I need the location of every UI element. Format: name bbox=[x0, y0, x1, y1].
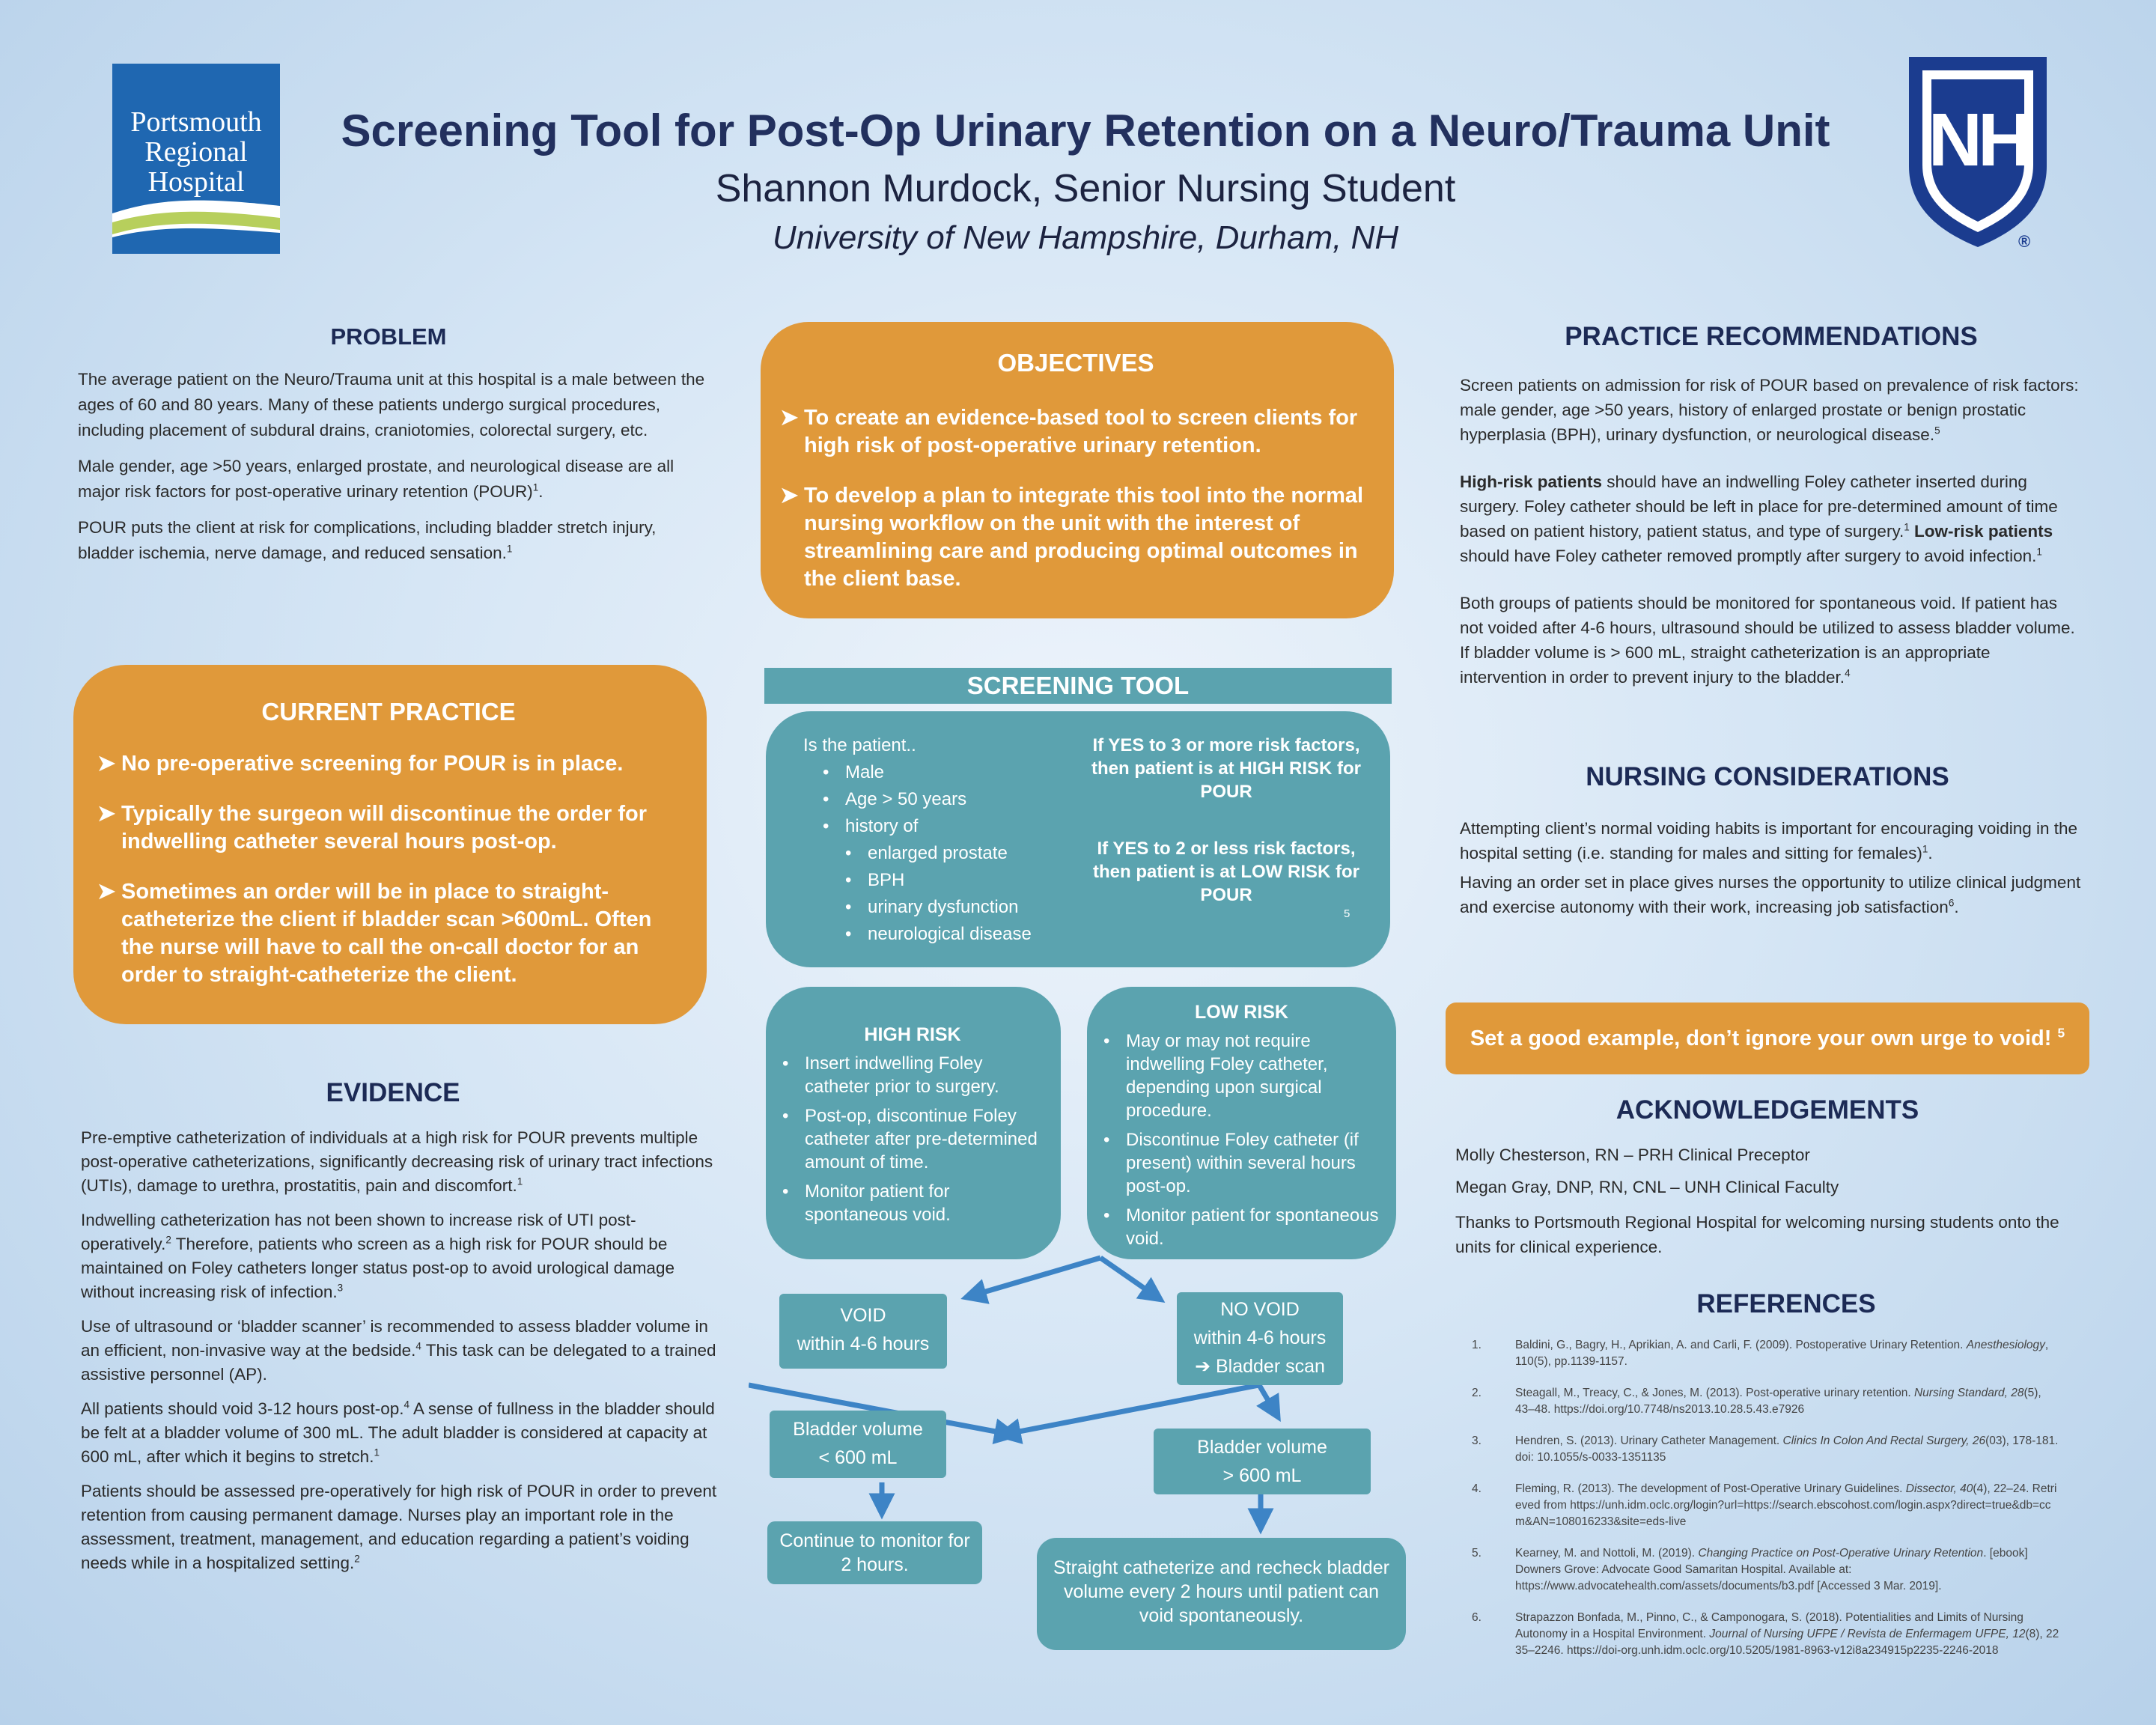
list-item: ➤ Sometimes an order will be in place to straight-catheterize the client if bladder scan >600mL. Often the nurse will have to call the on-call doctor for an order to straight-catheterize the client. bbox=[97, 880, 652, 987]
list-item: • Monitor patient for spontaneous void. bbox=[782, 1180, 1043, 1226]
nursing-considerations-heading: NURSING CONSIDERATIONS bbox=[1586, 762, 1949, 791]
screening-tool-heading: SCREENING TOOL bbox=[764, 668, 1392, 704]
evidence-paragraph: Patients should be assessed pre-operatively for high risk of POUR in order to prevent retention from causing permanent damage. Nurses play an important role in the assessment, treatment, management, and education regarding a patient’s voiding needs while in a hospitalized setting.$^2$ bbox=[81, 1482, 717, 1572]
void-box: VOID within 4-6 hours bbox=[779, 1294, 947, 1369]
evidence-body bbox=[81, 1126, 717, 1586]
problem-paragraph: The average patient on the Neuro/Trauma unit at this hospital is a male between the ages of 60 and 80 years. Many of these patients undergo surgical procedures, including placement of subdural drains, craniotomies, colorectal surgery, etc. bbox=[78, 370, 705, 439]
problem-heading: PROBLEM bbox=[330, 323, 447, 350]
reference-item: 6. Strapazzon Bonfada, M., Pinno, C., & Camponogara, S. (2018). Potentialities and Limits of Nursing Autonomy in a Hospital Environment. Journal of Nursing UFPE / Revista de Enfermagem UFPE, 12(8), 2235–2246. https://doi-org.unh.idm.oclc.org/10.5205/1981-8963-v12i8a234915p2235-2246-2018 bbox=[1472, 1611, 2059, 1657]
problem-paragraph: POUR puts the client at risk for complications, including bladder stretch injury, bladder ischemia, nerve damage, and reduced sensation.$^1$ bbox=[78, 518, 657, 562]
screening-criteria-box bbox=[766, 711, 1390, 967]
reference-item: 3. Hendren, S. (2013). Urinary Catheter Management. Clinics In Colon And Rectal Surgery, 26(03), 178-181. doi: 10.1055/s-0033-1351135 bbox=[1472, 1435, 2059, 1464]
list-item: • history of bbox=[823, 813, 1032, 840]
current-practice-heading: CURRENT PRACTICE bbox=[261, 698, 516, 725]
acknowledgements-body bbox=[1455, 1143, 2084, 1270]
recommendation-paragraph: Both groups of patients should be monitored for spontaneous void. If patient has not voided after 4-6 hours, ultrasound should be utilized to assess bladder volume. If bladder volume is > 600 mL, straight catheterization is an appropriate intervention in order to prevent injury to the bladder.$^4$ bbox=[1460, 594, 2075, 687]
acknowledgement-line: Megan Gray, DNP, RN, CNL – UNH Clinical Faculty bbox=[1455, 1178, 1839, 1196]
list-item: • Discontinue Foley catheter (if present) within several hours post-op. bbox=[1103, 1128, 1380, 1198]
low-risk-box bbox=[1087, 987, 1396, 1259]
low-risk-rule: If YES to 2 or less risk factors, then patient is at LOW RISK for POUR bbox=[1092, 839, 1359, 905]
list-item: • Age > 50 years bbox=[823, 786, 1032, 813]
consideration-paragraph: Attempting client’s normal voiding habits is important for encouraging voiding in the hospital setting (i.e. standing for males and sitting for females)$^1$. bbox=[1460, 819, 2078, 862]
acknowledgement-line: Thanks to Portsmouth Regional Hospital for welcoming nursing students onto the units for clinical experience. bbox=[1455, 1213, 2059, 1256]
list-item: • neurological disease bbox=[845, 921, 1032, 948]
list-item: • BPH bbox=[845, 867, 1032, 894]
logo-text: Portsmouth Regional Hospital bbox=[130, 106, 262, 198]
list-item: • Insert indwelling Foley catheter prior to surgery. bbox=[782, 1052, 1043, 1098]
list-item: • Monitor patient for spontaneous void. bbox=[1103, 1204, 1380, 1250]
list-item: • Male bbox=[823, 759, 1032, 786]
objectives-list bbox=[780, 404, 1371, 593]
problem-paragraph: Male gender, age >50 years, enlarged prostate, and neurological disease are all major risk factors for post-operative urinary retention (POUR)$^1$. bbox=[78, 457, 674, 501]
poster-title: Screening Tool for Post-Op Urinary Retention on a Neuro/Trauma Unit bbox=[341, 106, 1830, 156]
criteria-list bbox=[803, 732, 1032, 948]
evidence-paragraph: Use of ultrasound or ‘bladder scanner’ is recommended to assess bladder volume in an efficient, non-invasive way at the bedside.$^4$ This task can be delegated to a trained assistive personnel (AP). bbox=[81, 1317, 716, 1384]
recommendation-paragraph: High-risk patients should have an indwelling Foley catheter inserted during surgery. Foley catheter should be left in place for pre-determined amount of time based on patient history, patient status, and type of surgery.$^1$ Low-risk patients should have Foley catheter removed promptly after surgery to avoid infection.$^1$ bbox=[1460, 472, 2058, 565]
bladder-low-box: Bladder volume < 600 mL bbox=[770, 1411, 946, 1478]
reference-marker: 5 bbox=[1344, 907, 1350, 920]
acknowledgement-line: Molly Chesterson, RN – PRH Clinical Preceptor bbox=[1455, 1146, 1810, 1164]
list-item: • urinary dysfunction bbox=[845, 894, 1032, 921]
evidence-heading: EVIDENCE bbox=[326, 1078, 460, 1107]
acknowledgements-heading: ACKNOWLEDGEMENTS bbox=[1616, 1095, 1919, 1125]
references-list bbox=[1472, 1337, 2060, 1674]
evidence-paragraph: Pre-emptive catheterization of individuals at a high risk for POUR prevents multiple post-operative catheterizations, significantly decreasing risk of urinary tract infections (UTIs), damage to urethra, prostatitis, pain and discomfort.$^1$ bbox=[81, 1128, 713, 1195]
list-item: ➤ No pre-operative screening for POUR is in place. bbox=[97, 750, 680, 778]
problem-body bbox=[78, 367, 714, 576]
callout-banner: Set a good example, don’t ignore your own urge to void! $^5$ bbox=[1446, 1003, 2089, 1074]
list-item: ➤ Typically the surgeon will discontinue the order for indwelling catheter several hours post-op. bbox=[97, 802, 648, 854]
high-risk-title: HIGH RISK bbox=[864, 1024, 961, 1045]
arrow-bullet-icon: ➤ bbox=[780, 406, 799, 430]
low-risk-title: LOW RISK bbox=[1195, 1002, 1288, 1023]
objectives-heading: OBJECTIVES bbox=[997, 349, 1154, 377]
evidence-paragraph: Indwelling catheterization has not been shown to increase risk of UTI post-operatively.$^2$ Therefore, patients who screen as a high risk for POUR should be maintained on Foley catheters longer status post-op to avoid urological damage without increasing risk of infection.$^3$ bbox=[81, 1211, 674, 1301]
flow-arrows bbox=[749, 1243, 1407, 1542]
arrow-bullet-icon: ➤ bbox=[97, 880, 116, 904]
list-item: ➤ To develop a plan to integrate this tool into the normal nursing workflow on the unit with the interest of streamlining care and producing optimal outcomes in the client base. bbox=[780, 484, 1364, 591]
high-risk-rule: If YES to 3 or more risk factors, then patient is at HIGH RISK for POUR bbox=[1091, 735, 1362, 802]
arrow-to-bladder-low bbox=[1008, 1385, 1259, 1434]
reference-item: 1. Baldini, G., Bagry, H., Aprikian, A. and Carli, F. (2009). Postoperative Urinary Retention. Anesthesiology, 110(5), pp.1139-1157. bbox=[1472, 1339, 2049, 1368]
arrow-to-void bbox=[973, 1258, 1100, 1295]
arrow-bullet-icon: ➤ bbox=[780, 484, 799, 508]
arrow-to-no-void bbox=[1100, 1258, 1154, 1295]
continue-monitor-box: Continue to monitor for 2 hours. bbox=[767, 1521, 982, 1584]
references-heading: REFERENCES bbox=[1696, 1289, 1876, 1318]
no-void-box: NO VOID within 4-6 hours ➔ Bladder scan bbox=[1177, 1292, 1343, 1385]
arrow-bullet-icon: ➤ bbox=[97, 752, 116, 776]
reference-item: 2. Steagall, M., Treacy, C., & Jones, M. (2013). Post-operative urinary retention. Nursing Standard, 28(5), 43–48. https://doi.org/10.7748/ns2013.10.28.5.43.e7926 bbox=[1472, 1387, 2041, 1416]
affiliation: University of New Hampshire, Durham, NH bbox=[772, 219, 1399, 256]
list-item: • May or may not require indwelling Foley catheter, depending upon surgical procedure. bbox=[1103, 1029, 1380, 1122]
reference-item: 5. Kearney, M. and Nottoli, M. (2019). Changing Practice on Post-Operative Urinary Retention. [ebook] Downers Grove: Advocate Good Samaritan Hospital. Available at: https://www.advocatehealth.com/assets/documents/b3.pdf [Accessed 3 Mar. 2019]. bbox=[1472, 1547, 2028, 1592]
criteria-intro: Is the patient.. bbox=[803, 735, 916, 755]
practice-recommendations-heading: PRACTICE RECOMMENDATIONS bbox=[1565, 322, 1978, 351]
practice-recommendations-body bbox=[1460, 373, 2081, 700]
objectives-box bbox=[761, 322, 1394, 618]
bladder-high-box: Bladder volume > 600 mL bbox=[1154, 1429, 1371, 1494]
current-practice-box bbox=[73, 665, 707, 1024]
arrow-to-bladder-high bbox=[1259, 1385, 1274, 1411]
consideration-paragraph: Having an order set in place gives nurses the opportunity to utilize clinical judgment and exercise autonomy with their work, increasing job satisfaction$^6$. bbox=[1460, 873, 2081, 916]
reference-item: 4. Fleming, R. (2013). The development of Post-Operative Urinary Guidelines. Dissector, 40(4), 22–24. Retrieved from https://unh.idm.oclc.org/login?url=https://search.ebscohost.com/login.aspx?direct=true&db=ccm&AN=108016233&site=eds-live bbox=[1472, 1482, 2057, 1528]
list-item: • enlarged prostate bbox=[845, 840, 1032, 867]
list-item: • Post-op, discontinue Foley catheter after pre-determined amount of time. bbox=[782, 1104, 1043, 1174]
registered-mark: ® bbox=[2018, 232, 2031, 251]
arrow-bullet-icon: ➤ bbox=[97, 802, 116, 826]
nursing-considerations-body bbox=[1460, 816, 2081, 930]
high-risk-box bbox=[766, 987, 1061, 1259]
recommendation-paragraph: Screen patients on admission for risk of POUR based on prevalence of risk factors: male gender, age >50 years, history of enlarged prostate or benign prostatic hyperplasia (BPH), urinary dysfunction, or neurological disease.$^5$ bbox=[1460, 376, 2079, 444]
author: Shannon Murdock, Senior Nursing Student bbox=[715, 167, 1456, 210]
straight-cath-box: Straight catheterize and recheck bladder volume every 2 hours until patient can void spontaneously. bbox=[1037, 1538, 1406, 1650]
unh-monogram: NH bbox=[1928, 98, 2028, 182]
evidence-paragraph: All patients should void 3-12 hours post-op.$^4$ A sense of fullness in the bladder should be felt at a bladder volume of 300 mL. The adult bladder is considered at capacity at 600 mL, after which it begins to stretch.$^1$ bbox=[81, 1399, 715, 1466]
list-item: ➤ To create an evidence-based tool to screen clients for high risk of post-operative urinary retention. bbox=[780, 406, 1358, 457]
current-practice-list bbox=[97, 750, 680, 989]
